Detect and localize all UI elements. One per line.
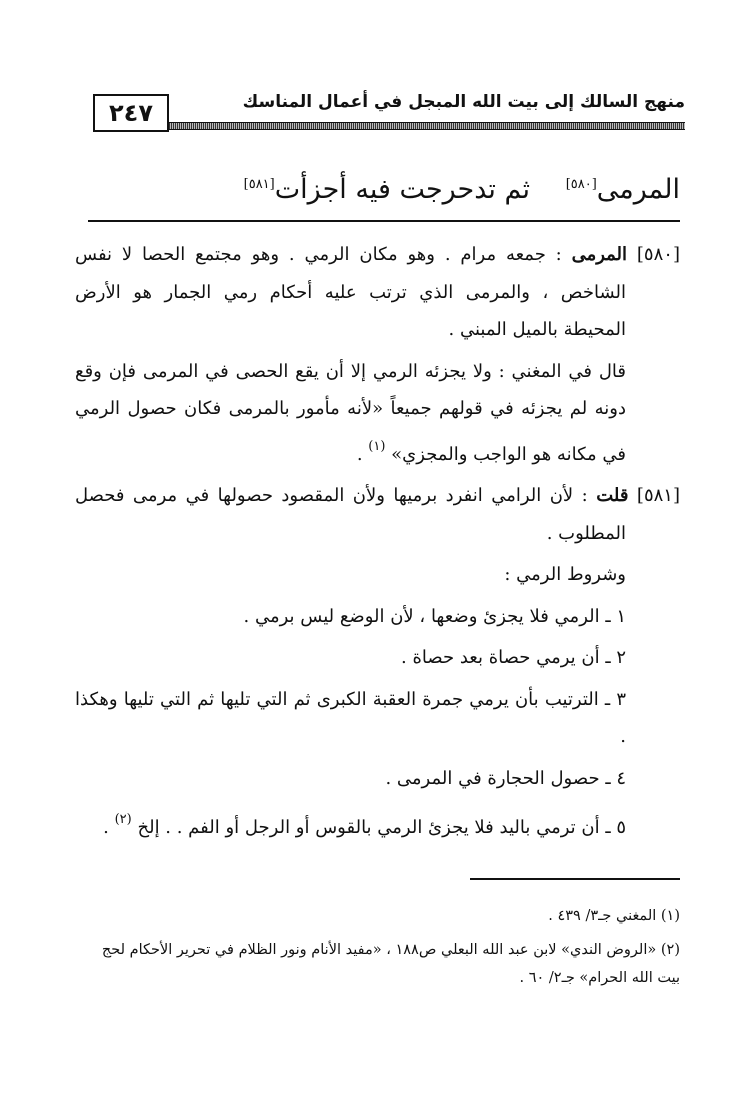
condition-item: ٤ ـ حصول الحجارة في المرمى . [385, 767, 626, 789]
note-581-text: : لأن الرامي انفرد برميها ولأن المقصود حصولها في مرمى فحصل المطلوب . [75, 485, 626, 544]
verse-line [85, 168, 680, 212]
verse-part-mid [244, 174, 530, 205]
condition-item: ٢ ـ أن يرمي حصاة بعد حصاة . [401, 647, 626, 668]
verse-word-marma: المرمى [596, 174, 680, 205]
footnote-2: (٢) «الروض الندي» لابن عبد الله البعلي ص١٨٨ ، «مفيد الأنام ونور الظلام في تحرير الأحكام لحج بيت الله الحرام» جـ٢/ ٦٠ . [101, 942, 680, 986]
header-rule [169, 122, 685, 130]
condition-item: ١ ـ الرمي فلا يجزئ وضعها ، لأن الوضع ليس برمي . [243, 605, 626, 627]
condition-item-5-text: ٥ ـ أن ترمي باليد فلا يجزئ الرمي بالقوس أو الرجل أو الفم . . إلخ [137, 817, 626, 838]
page-header [85, 88, 685, 134]
note-581-number: [٥٨١] [636, 485, 680, 506]
footnote-marker-581: [٥٨١] [243, 177, 275, 192]
note-581 [75, 477, 680, 552]
mughni-end: . [356, 443, 363, 465]
footnotes [75, 902, 680, 998]
footnote-ref-1: (١) [368, 438, 386, 454]
note-580-number: [٥٨٠] [636, 244, 680, 265]
note-580-label: المرمى [571, 244, 628, 265]
footnote-1: (١) المغني جـ٣/ ٤٣٩ . [548, 908, 680, 924]
note-580-text: : جمعه مرام . وهو مكان الرمي . وهو مجتمع الحصا لا نفس الشاخص ، والمرمى الذي ترتب عليه أحكام رمي الجمار هو الأرض المحيطة بالميل المبني . [75, 244, 626, 340]
verse-part-right [566, 174, 680, 205]
note-581-label: قلت [596, 485, 629, 506]
commentary-body [75, 236, 680, 847]
mughni-quote [75, 353, 680, 474]
condition-item-5-end: . [103, 817, 109, 838]
verse-words: ثم تدحرجت فيه أجزأت [274, 174, 530, 205]
conditions-title: وشروط الرمي : [504, 564, 626, 585]
footnote-rule [470, 878, 680, 880]
condition-item: ٣ ـ الترتيب بأن يرمي جمرة العقبة الكبرى ثم التي تليها ثم التي تليها وهكذا . [75, 688, 626, 747]
footnote-ref-2: (٢) [114, 812, 132, 827]
footnote-marker-580: [٥٨٠] [565, 177, 597, 192]
note-580 [75, 236, 680, 349]
page-number: ٢٤٧ [93, 94, 169, 132]
mughni-text: قال في المغني : ولا يجزئه الرمي إلا أن يقع الحصى في المرمى فإن وقع دونه لم يجزئه في قولهم جميعاً «لأنه مأمور بالمرمى فكان حصول الرمي في مكانه هو الواجب والمجزي» [75, 360, 626, 465]
running-title: منهج السالك إلى بيت الله المبجل في أعمال المناسك [242, 92, 685, 112]
condition-item-5 [75, 801, 680, 847]
verse-rule [88, 220, 680, 222]
